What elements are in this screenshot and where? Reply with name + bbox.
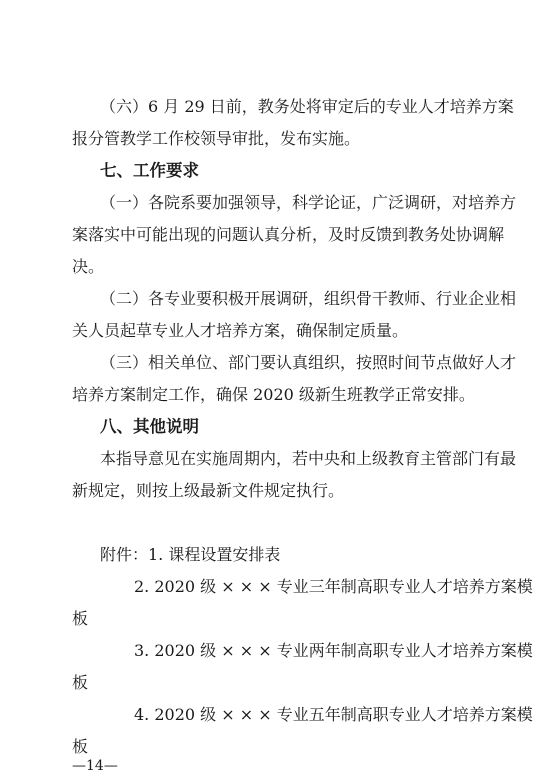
attachment-4-line-1: 4. 2020 级 × × × 专业五年制高职专业人才培养方案模 [134, 705, 533, 724]
attachment-1: 附件：1. 课程设置安排表 [100, 545, 281, 564]
attachment-3-line-2: 板 [72, 673, 89, 692]
attachment-3-line-1: 3. 2020 级 × × × 专业两年制高职专业人才培养方案模 [134, 641, 533, 660]
item-6-line-1: （六）6 月 29 日前，教务处将审定后的专业人才培养方案 [100, 97, 514, 116]
page-number: —14— [72, 758, 118, 774]
attachment-4-line-2: 板 [72, 737, 89, 756]
section-8-para-line-2: 新规定，则按上级最新文件规定执行。 [72, 481, 345, 500]
section-7-item-1-line-2: 案落实中可能出现的问题认真分析，及时反馈到教务处协调解 [72, 225, 505, 244]
section-7-item-3-line-1: （三）相关单位、部门要认真组织，按照时间节点做好人才 [100, 353, 517, 372]
section-8-para-line-1: 本指导意见在实施周期内，若中央和上级教育主管部门有最 [100, 449, 517, 468]
section-8-heading: 八、其他说明 [100, 417, 199, 436]
section-7-item-2-line-1: （二）各专业要积极开展调研，组织骨干教师、行业企业相 [100, 289, 517, 308]
section-7-item-2-line-2: 关人员起草专业人才培养方案，确保制定质量。 [72, 321, 409, 340]
section-7-heading: 七、工作要求 [100, 161, 199, 180]
attachment-2-line-1: 2. 2020 级 × × × 专业三年制高职专业人才培养方案模 [134, 577, 533, 596]
section-7-item-3-line-2: 培养方案制定工作，确保 2020 级新生班教学正常安排。 [72, 385, 475, 404]
section-7-item-1-line-3: 决。 [72, 257, 105, 276]
attachment-2-line-2: 板 [72, 609, 89, 628]
item-6-line-2: 报分管教学工作校领导审批，发布实施。 [72, 129, 361, 148]
section-7-item-1-line-1: （一）各院系要加强领导，科学论证，广泛调研，对培养方 [100, 193, 517, 212]
